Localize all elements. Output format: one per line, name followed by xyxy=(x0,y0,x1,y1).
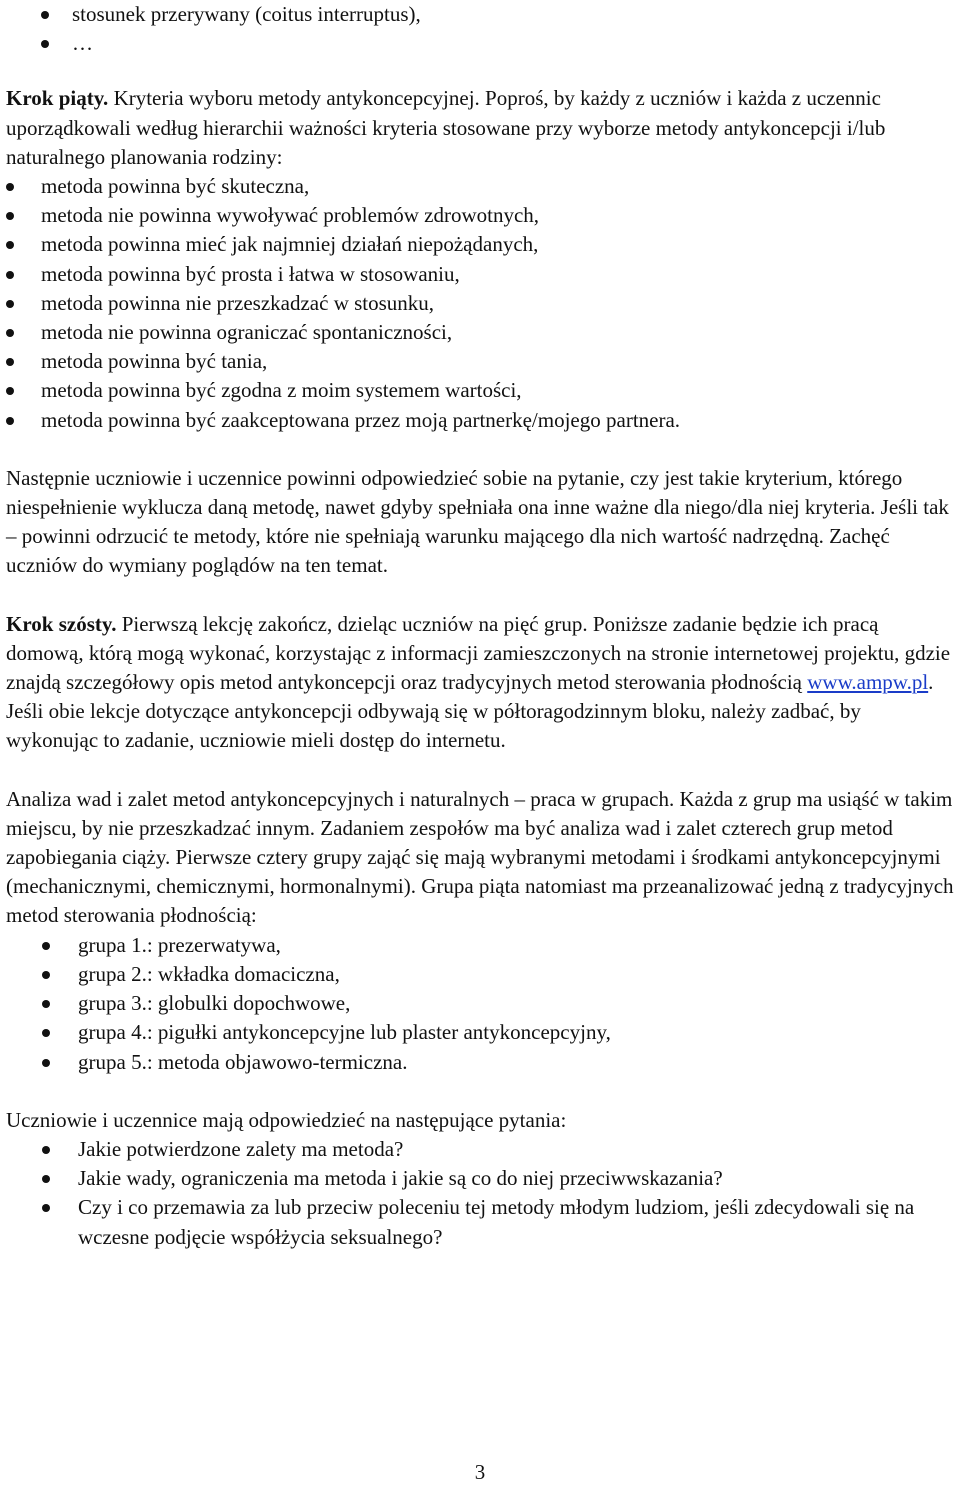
list-item: … xyxy=(6,29,954,58)
step-six-text: Pierwszą lekcję zakończ, dzieląc uczniów na pięć grup. Poniższe zadanie będzie ich pracą domową, którą mogą wykonać, korzystając z informacji zamieszczonych na stronie internetowej projektu, gdzie znajdą szczegółowy opis metod antykoncepcji oraz tradycyjnych metod sterowania płodnością xyxy=(6,611,951,695)
list-item: metoda powinna nie przeszkadzać w stosunku, xyxy=(6,289,954,318)
step-six-text-continued: . Jeśli obie lekcje dotyczące antykoncepcji odbywają się w półtoragodzinnym bloku, należy zadbać, by wykonując to zadanie, uczniowie mieli dostęp do internetu. xyxy=(6,670,934,753)
document-page xyxy=(6,0,954,1252)
list-item: metoda nie powinna wywoływać problemów zdrowotnych, xyxy=(6,201,954,230)
criteria-list xyxy=(6,172,954,435)
list-item: grupa 5.: metoda objawowo-termiczna. xyxy=(6,1048,954,1077)
step-five-label: Krok piąty. xyxy=(6,86,109,111)
questions-intro: Uczniowie i uczennice mają odpowiedzieć na następujące pytania: xyxy=(6,1107,567,1132)
step-five-paragraph xyxy=(6,84,954,172)
list-item: metoda powinna być zgodna z moim systemem wartości, xyxy=(6,376,954,405)
project-website-link[interactable]: www.ampw.pl xyxy=(807,670,929,695)
list-item: metoda powinna być tania, xyxy=(6,347,954,376)
step-five-text: Kryteria wyboru metody antykoncepcyjnej. Poproś, by każdy z uczniów i każda z uczennic uporządkowali według hierarchii ważności kryteria stosowane przy wyborze metody antykoncepcji i/lub naturalnego planowania rodziny: xyxy=(6,86,886,169)
list-item: Czy i co przemawia za lub przeciw poleceniu tej metody młodym ludziom, jeśli zdecydowali się na wczesne podjęcie współżycia seksualnego? xyxy=(6,1193,954,1251)
list-item: metoda powinna mieć jak najmniej działań niepożądanych, xyxy=(6,230,954,259)
list-item: Jakie wady, ograniczenia ma metoda i jakie są co do niej przeciwwskazania? xyxy=(6,1164,954,1193)
methods-list-continued xyxy=(6,0,954,58)
list-item: grupa 3.: globulki dopochwowe, xyxy=(6,989,954,1018)
step-six-paragraph xyxy=(6,610,954,756)
questions-list xyxy=(6,1135,954,1252)
list-item: metoda powinna być zaakceptowana przez moją partnerkę/mojego partnera. xyxy=(6,406,954,435)
next-step-paragraph: Następnie uczniowie i uczennice powinni odpowiedzieć sobie na pytanie, czy jest takie kryterium, którego niespełnienie wyklucza daną metodę, nawet gdyby spełniała ona inne ważne dla niego/dla niej kryteria. Jeśli tak – powinni odrzucić te metody, które nie spełniają warunku mającego dla nich wartość nadrzędną. Zachęć uczniów do wymiany poglądów na ten temat. xyxy=(6,465,949,578)
list-item: grupa 2.: wkładka domaciczna, xyxy=(6,960,954,989)
list-item: metoda nie powinna ograniczać spontaniczności, xyxy=(6,318,954,347)
groups-list xyxy=(6,931,954,1077)
list-item: Jakie potwierdzone zalety ma metoda? xyxy=(6,1135,954,1164)
list-item: stosunek przerywany (coitus interruptus), xyxy=(6,0,954,29)
step-six-label: Krok szósty. xyxy=(6,611,117,636)
list-item: grupa 4.: pigułki antykoncepcyjne lub plaster antykoncepcyjny, xyxy=(6,1018,954,1047)
list-item: grupa 1.: prezerwatywa, xyxy=(6,931,954,960)
page-number: 3 xyxy=(474,1460,486,1484)
group-analysis-paragraph: Analiza wad i zalet metod antykoncepcyjnych i naturalnych – praca w grupach. Każda z grup ma usiąść w takim miejscu, by nie przeszkadzać innym. Zadaniem zespołów ma być analiza wad i zalet czterech grup metod zapobiegania ciąży. Pierwsze cztery grupy zająć się mają wybranymi metodami i środkami antykoncepcyjnymi (mechanicznymi, chemicznymi, hormonalnymi). Grupa piąta natomiast ma przeanalizować jedną z tradycyjnych metod sterowania płodnością: xyxy=(6,786,954,928)
list-item: metoda powinna być prosta i łatwa w stosowaniu, xyxy=(6,260,954,289)
list-item: metoda powinna być skuteczna, xyxy=(6,172,954,201)
